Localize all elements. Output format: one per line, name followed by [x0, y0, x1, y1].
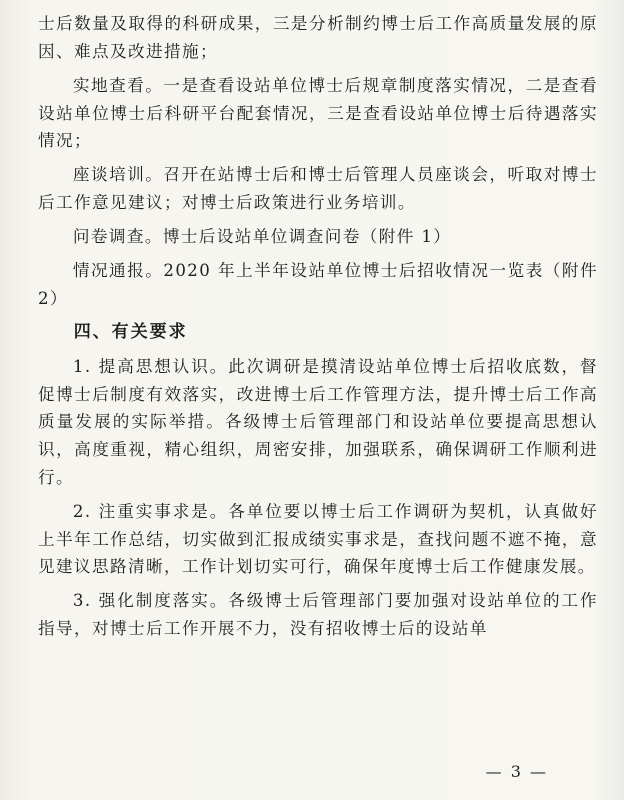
paragraph-situation-report: 情况通报。2020 年上半年设站单位博士后招收情况一览表（附件 2）	[38, 261, 598, 308]
paragraph-requirement-3: 3. 强化制度落实。各级博士后管理部门要加强对设站单位的工作指导，对博士后工作开展不力，没有招收博士后的设站单	[38, 591, 598, 639]
paragraph-requirement-1: 1. 提高思想认识。此次调研是摸清设站单位博士后招收底数，督促博士后制度有效落实，改进博士后工作管理方法，提升博士后工作高质量发展的实际举措。各级博士后管理部门和设站单位要提高思想认识，高度重视，精心组织，周密安排，加强联系，确保调研工作顺利进行。	[38, 356, 598, 487]
paragraph-symposium-training: 座谈培训。召开在站博士后和博士后管理人员座谈会，听取对博士后工作意见建议；对博士后政策进行业务培训。	[38, 165, 598, 213]
section-heading: 四、有关要求	[73, 321, 188, 342]
document-body	[38, 10, 598, 649]
paragraph-requirement-2: 2. 注重实事求是。各单位要以博士后工作调研为契机，认真做好上半年工作总结，切实做到汇报成绩实事求是，查找问题不遮不掩，意见建议思路清晰，工作计划切实可行，确保年度博士后工作健康发展。	[38, 501, 598, 577]
paragraph-site-inspection: 实地查看。一是查看设站单位博士后规章制度落实情况，二是查看设站单位博士后科研平台配套情况，三是查看设站单位博士后待遇落实情况；	[38, 75, 598, 151]
paragraph-continuation: 士后数量及取得的科研成果，三是分析制约博士后工作高质量发展的原因、难点及改进措施；	[38, 14, 598, 61]
page-number: — 3 —	[485, 762, 548, 781]
paragraph-questionnaire: 问卷调查。博士后设站单位调查问卷（附件 1）	[72, 227, 452, 247]
